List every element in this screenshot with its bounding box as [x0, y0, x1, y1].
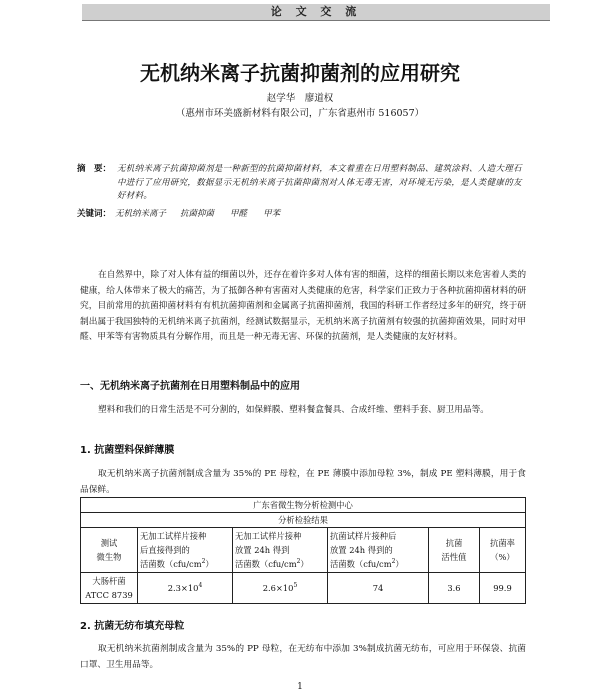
section-heading-1: 一、无机纳米离子抗菌剂在日用塑料制品中的应用 [80, 381, 300, 392]
cell-antibacterial-24h: 74 [328, 573, 429, 604]
col-header-strain: 测试 微生物 [81, 528, 138, 573]
keyword: 甲醛 [230, 209, 248, 219]
cell-control-initial: $2.3\times 10^4$ [138, 573, 233, 604]
subsection-1-paragraph: 取无机纳米离子抗菌剂制成含量为 35%的 PE 母粒，在 PE 薄膜中添加母粒 3%，制成 PE 塑料薄膜，用于食品保鲜。 [80, 469, 526, 495]
keyword: 甲苯 [263, 209, 281, 219]
page-number: 1 [297, 682, 303, 692]
table-header-results: 分析检验结果 [81, 513, 526, 528]
subsection-heading-2: 2. 抗菌无纺布填充母粒 [80, 621, 185, 632]
table-header-lab: 广东省微生物分析检测中心 [81, 498, 526, 513]
col-header-control-initial: 无加工试样片接种 后直接得到的 活菌数$(cfu/cm^2)$ [138, 528, 233, 573]
table-row [81, 573, 526, 604]
article-authors: 赵学华 廖道权 [266, 93, 334, 104]
section-1-paragraph: 塑料和我们的日常生活是不可分割的，如保鲜膜、塑料餐盒餐具、合成纤维、塑料手套、厨卫用品等。 [98, 405, 489, 415]
keyword: 抗菌抑菌 [180, 209, 215, 219]
abstract-label: 摘 要： [77, 164, 112, 174]
col-header-control-24h: 无加工试样片接种 放置 24h 得到 活菌数$(cfu/cm^2)$ [233, 528, 328, 573]
cell-control-24h: $2.6\times 10^5$ [233, 573, 328, 604]
subsection-heading-1: 1. 抗菌塑料保鲜薄膜 [80, 445, 175, 456]
col-header-antibacterial-24h: 抗菌试样片接种后 放置 24h 得到的 活菌数$(cfu/cm^2)$ [328, 528, 429, 573]
keywords-label: 关键词： [77, 209, 112, 219]
keyword: 无机纳米离子 [115, 209, 167, 219]
cell-strain: 大肠杆菌 ATCC 8739 [81, 573, 138, 604]
abstract-block [77, 163, 527, 204]
col-header-rate: 抗菌率 （%） [480, 528, 526, 573]
article-title: 无机纳米离子抗菌抑菌剂的应用研究 [140, 61, 460, 85]
table-column-headers [81, 528, 526, 573]
abstract-text: 无机纳米离子抗菌抑菌剂是一种新型的抗菌抑菌材料，本文着重在日用塑料制品、建筑涂料、人造大理石中进行了应用研究，数据显示无机纳米离子抗菌抑菌剂对人体无毒无害，对环境无污染，是人类健康的友好材料。 [117, 164, 522, 201]
cell-rate: 99.9 [480, 573, 526, 604]
results-table [80, 497, 526, 604]
cell-activity: 3.6 [429, 573, 480, 604]
subsection-2-paragraph: 取无机纳米抗菌剂制成含量为 35%的 PP 母粒，在无纺布中添加 3%制成抗菌无纺布，可应用于环保袋、抗菌口罩、卫生用品等。 [80, 644, 526, 670]
keywords-block [77, 208, 527, 221]
col-header-activity: 抗菌 活性值 [429, 528, 480, 573]
journal-header-band: 论 文 交 流 [82, 4, 550, 21]
article-affiliation: （惠州市环美盛新材料有限公司，广东省惠州市 516057） [175, 108, 425, 119]
intro-paragraph: 在自然界中，除了对人体有益的细菌以外，还存在着许多对人体有害的细菌，这样的细菌长期以来危害着人类的健康，给人体带来了极大的痛苦，为了抵御各种有害菌对人类健康的危害，科学家们正致力于各种抗菌抑菌材料的研究，目前常用的抗菌抑菌材料有有机抗菌抑菌剂和金属离子抗菌抑菌剂，我国的科研工作者经过多年的研究，终于研制出属于我国独特的无机纳米离子抗菌剂，经测试数据显示，无机纳米离子抗菌剂有较强的抗菌抑菌效果，同时对甲醛、甲苯等有害物质具有分解作用，而且是一种无毒无害、环保的抗菌剂，是人类健康的友好材料。 [80, 270, 526, 343]
